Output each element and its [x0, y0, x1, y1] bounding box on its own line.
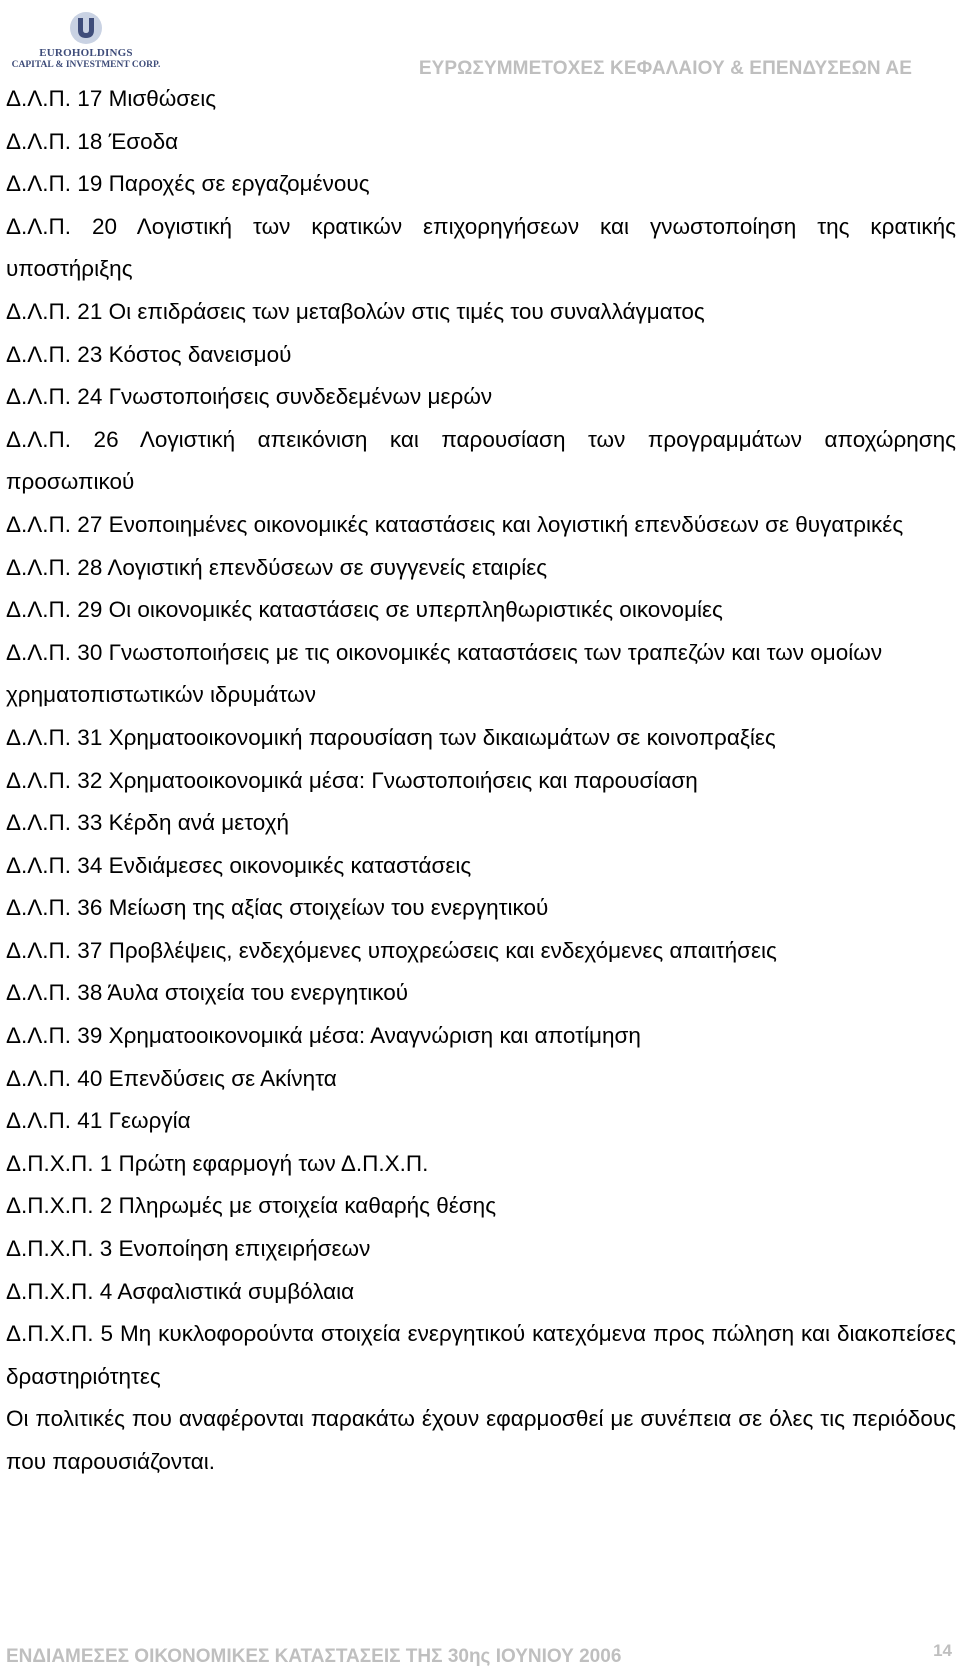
list-item: Δ.Λ.Π. 38 Άυλα στοιχεία του ενεργητικού — [6, 980, 409, 1006]
footer-title: ΕΝΔΙΑΜΕΣΕΣ ΟΙΚΟΝΟΜΙΚΕΣ ΚΑΤΑΣΤΑΣΕΙΣ ΤΗΣ 30ης ΙΟΥΝΙΟΥ 2006 — [6, 1646, 622, 1667]
list-item: Δ.Λ.Π. 37 Προβλέψεις, ενδεχόμενες υποχρεώσεις και ενδεχόμενες απαιτήσεις — [6, 937, 777, 963]
list-item: Δ.Λ.Π. 29 Οι οικονομικές καταστάσεις σε υπερπληθωριστικές οικονομίες — [6, 597, 723, 623]
header-title: ΕΥΡΩΣΥΜΜΕΤΟΧΕΣ ΚΕΦΑΛΑΙΟΥ & ΕΠΕΝΔΥΣΕΩΝ ΑΕ — [418, 58, 912, 79]
list-item: Δ.Λ.Π. 34 Ενδιάμεσες οικονομικές καταστάσεις — [6, 852, 472, 878]
list-item: Δ.Λ.Π. 24 Γνωστοποιήσεις συνδεδεμένων μερών — [6, 384, 493, 410]
list-item: Δ.Λ.Π. 30 Γνωστοποιήσεις με τις οικονομικές καταστάσεις των τραπεζών και των ομοίων — [6, 639, 883, 665]
list-item: Δ.Λ.Π. 23 Κόστος δανεισμού — [6, 341, 292, 367]
list-item: Δ.Λ.Π. 21 Οι επιδράσεις των μεταβολών στις τιμές του συναλλάγματος — [6, 298, 705, 324]
list-item: Δ.Λ.Π. 32 Χρηματοοικονομικά μέσα: Γνωστοποιήσεις και παρουσίαση — [6, 767, 698, 793]
list-item: Δ.Λ.Π. 31 Χρηματοοικονομική παρουσίαση των δικαιωμάτων σε κοινοπραξίες — [6, 724, 776, 750]
list-item: Δ.Λ.Π. 17 Μισθώσεις — [6, 86, 217, 111]
list-item: χρηματοπιστωτικών ιδρυμάτων — [6, 682, 317, 708]
list-item: Δ.Λ.Π. 40 Επενδύσεις σε Ακίνητα — [6, 1065, 337, 1091]
list-item: Δ.Λ.Π. 20 Λογιστική των κρατικών επιχορηγήσεων και γνωστοποίηση της κρατικής υποστήριξης — [6, 213, 956, 282]
standards-list — [6, 78, 956, 1484]
logo-company-name: EUROHOLDINGS — [39, 47, 133, 59]
list-item: Δ.Λ.Π. 18 Έσοδα — [6, 128, 179, 154]
list-item: Δ.Π.Χ.Π. 3 Ενοποίηση επιχειρήσεων — [6, 1236, 371, 1262]
logo-company-subtitle: CAPITAL & INVESTMENT CORP. — [11, 60, 161, 70]
list-item: Δ.Λ.Π. 36 Μείωση της αξίας στοιχείων του ενεργητικού — [6, 895, 549, 921]
euroholdings-logo-icon — [68, 10, 104, 46]
list-item: Δ.Π.Χ.Π. 5 Μη κυκλοφορούντα στοιχεία ενεργητικού κατεχόμενα προς πώληση και διακοπείσες δραστηριότητες — [6, 1321, 956, 1389]
list-item: Δ.Λ.Π. 33 Κέρδη ανά μετοχή — [6, 810, 290, 836]
list-item: Δ.Λ.Π. 28 Λογιστική επενδύσεων σε συγγενείς εταιρίες — [6, 554, 548, 580]
list-item: Δ.Λ.Π. 41 Γεωργία — [6, 1108, 191, 1134]
list-item: Οι πολιτικές που αναφέρονται παρακάτω έχουν εφαρμοσθεί με συνέπεια σε όλες τις περιόδους που παρουσιάζονται. — [6, 1406, 956, 1474]
company-logo — [6, 6, 166, 72]
list-item: Δ.Λ.Π. 39 Χρηματοοικονομικά μέσα: Αναγνώριση και αποτίμηση — [6, 1023, 641, 1049]
list-item: Δ.Π.Χ.Π. 2 Πληρωμές με στοιχεία καθαρής θέσης — [6, 1193, 497, 1219]
list-item: Δ.Π.Χ.Π. 4 Ασφαλιστικά συμβόλαια — [6, 1278, 355, 1304]
list-item: Δ.Λ.Π. 27 Ενοποιημένες οικονομικές καταστάσεις και λογιστική επενδύσεων σε θυγατρικές — [6, 511, 904, 537]
list-item: Δ.Λ.Π. 26 Λογιστική απεικόνιση και παρουσίαση των προγραμμάτων αποχώρησης προσωπικού — [6, 426, 956, 495]
list-item: Δ.Λ.Π. 19 Παροχές σε εργαζομένους — [6, 171, 370, 197]
page-number: 14 — [933, 1641, 952, 1660]
list-item: Δ.Π.Χ.Π. 1 Πρώτη εφαρμογή των Δ.Π.Χ.Π. — [6, 1150, 429, 1176]
